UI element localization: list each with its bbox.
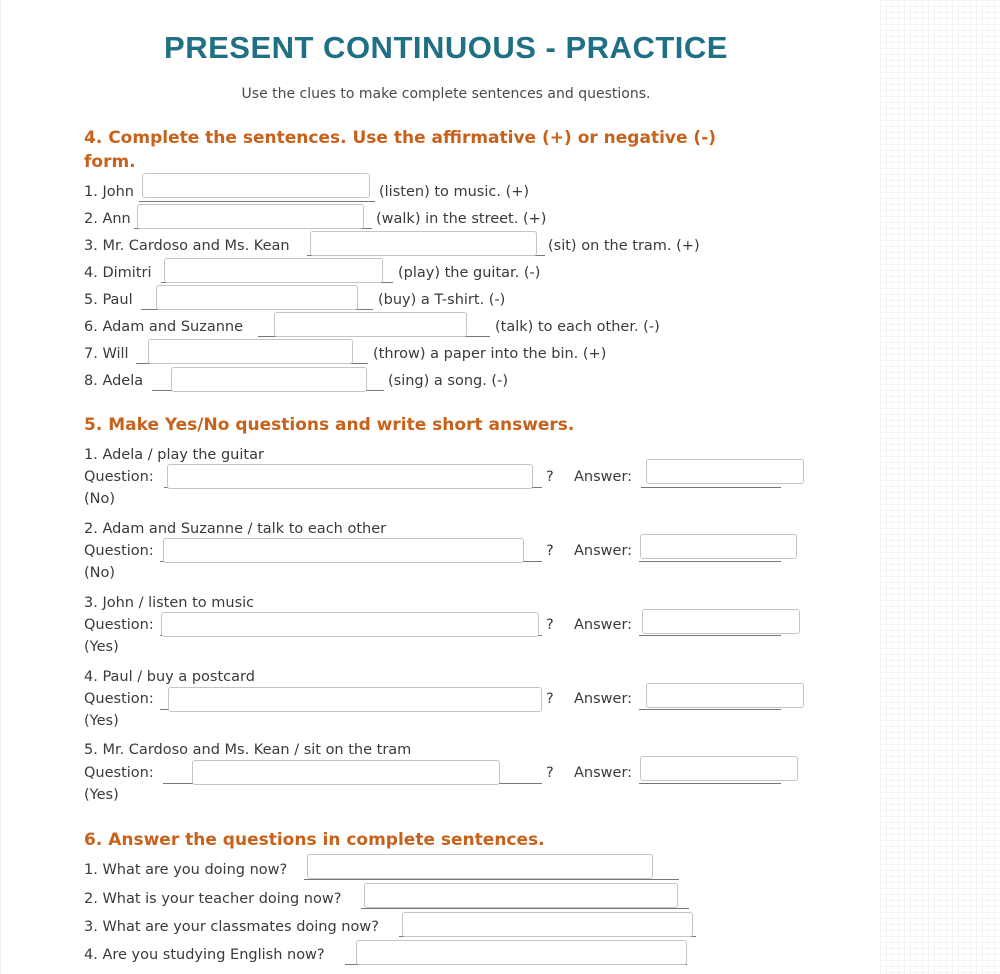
- s5-item-1-hint: (No): [84, 491, 116, 507]
- s5-item-1-answer-label: Answer:: [574, 469, 633, 485]
- s5-item-4-question-label: Question:: [84, 691, 154, 707]
- s5-item-3-clue: 3. John / listen to music: [84, 595, 255, 611]
- s5-item-4-answer-label: Answer:: [574, 691, 633, 707]
- s4-item-5-input[interactable]: [156, 285, 358, 310]
- s4-item-8-prefix: 8. Adela: [84, 373, 144, 389]
- s5-item-4-answer-underline: [639, 709, 781, 710]
- s4-item-5-suffix: (buy) a T-shirt. (-): [378, 292, 506, 308]
- s4-item-2-prefix: 2. Ann: [84, 211, 131, 227]
- s5-item-5-question-input[interactable]: [192, 760, 500, 785]
- s5-item-5-hint: (Yes): [84, 787, 119, 803]
- section4-heading-line1: 4. Complete the sentences. Use the affirmative (+) or negative (-): [84, 128, 717, 148]
- s4-item-3-input[interactable]: [310, 231, 537, 256]
- s6-item-2-question: 2. What is your teacher doing now?: [84, 891, 342, 907]
- s4-item-7-prefix: 7. Will: [84, 346, 129, 362]
- page-title: PRESENT CONTINUOUS - PRACTICE: [164, 30, 728, 65]
- s5-item-1-question-mark: ?: [546, 469, 554, 485]
- s5-item-4-question-input[interactable]: [168, 687, 542, 712]
- s6-item-1-question: 1. What are you doing now?: [84, 862, 288, 878]
- s4-item-3-prefix: 3. Mr. Cardoso and Ms. Kean: [84, 238, 290, 254]
- s4-item-1-underline: [139, 201, 375, 202]
- s5-item-5-question-mark: ?: [546, 765, 554, 781]
- s5-item-1-question-input[interactable]: [167, 464, 533, 489]
- s5-item-3-answer-input[interactable]: [642, 609, 800, 634]
- s4-item-6-input[interactable]: [274, 312, 467, 337]
- s4-item-6-prefix: 6. Adam and Suzanne: [84, 319, 244, 335]
- s4-item-2-input[interactable]: [137, 204, 364, 229]
- s5-item-1-answer-input[interactable]: [646, 459, 804, 484]
- s5-item-2-answer-underline: [639, 561, 781, 562]
- s4-item-5-prefix: 5. Paul: [84, 292, 133, 308]
- s4-item-1-suffix: (listen) to music. (+): [379, 184, 530, 200]
- s5-item-3-question-input[interactable]: [161, 612, 539, 637]
- s5-item-5-answer-label: Answer:: [574, 765, 633, 781]
- s5-item-1-clue: 1. Adela / play the guitar: [84, 447, 264, 463]
- s5-item-3-answer-label: Answer:: [574, 617, 633, 633]
- s4-item-4-input[interactable]: [164, 258, 383, 283]
- s4-item-1-prefix: 1. John: [84, 184, 134, 200]
- s4-item-3-suffix: (sit) on the tram. (+): [548, 238, 700, 254]
- s5-item-4-question-mark: ?: [546, 691, 554, 707]
- s4-item-7-suffix: (throw) a paper into the bin. (+): [373, 346, 607, 362]
- s5-item-5-answer-underline: [639, 783, 781, 784]
- s4-item-4-suffix: (play) the guitar. (-): [398, 265, 541, 281]
- s4-item-8-suffix: (sing) a song. (-): [388, 373, 508, 389]
- s4-item-1-input[interactable]: [142, 173, 370, 198]
- s5-item-2-question-label: Question:: [84, 543, 154, 559]
- s5-item-1-question-label: Question:: [84, 469, 154, 485]
- s5-item-4-clue: 4. Paul / buy a postcard: [84, 669, 255, 685]
- section5-heading: 5. Make Yes/No questions and write short answers.: [84, 415, 575, 435]
- s4-item-6-suffix: (talk) to each other. (-): [495, 319, 660, 335]
- s5-item-5-clue: 5. Mr. Cardoso and Ms. Kean / sit on the tram: [84, 742, 412, 758]
- s5-item-2-answer-label: Answer:: [574, 543, 633, 559]
- s6-item-2-input[interactable]: [364, 883, 678, 908]
- s5-item-3-question-mark: ?: [546, 617, 554, 633]
- s6-item-3-input[interactable]: [402, 912, 693, 937]
- s6-item-4-input[interactable]: [356, 940, 687, 965]
- page-subtitle: Use the clues to make complete sentences and questions.: [241, 86, 651, 102]
- s5-item-5-answer-input[interactable]: [640, 756, 798, 781]
- s5-item-3-question-label: Question:: [84, 617, 154, 633]
- background-pattern: [880, 0, 1000, 974]
- s6-item-2-underline: [361, 908, 689, 909]
- s4-item-8-input[interactable]: [171, 367, 367, 392]
- s4-item-2-suffix: (walk) in the street. (+): [376, 211, 547, 227]
- s5-item-4-answer-input[interactable]: [646, 683, 804, 708]
- s6-item-4-question: 4. Are you studying English now?: [84, 947, 325, 963]
- s5-item-2-clue: 2. Adam and Suzanne / talk to each other: [84, 521, 387, 537]
- section6-heading: 6. Answer the questions in complete sentences.: [84, 830, 545, 850]
- s5-item-2-answer-input[interactable]: [640, 534, 797, 559]
- s5-item-4-hint: (Yes): [84, 713, 119, 729]
- s5-item-2-question-input[interactable]: [163, 538, 524, 563]
- s4-item-4-prefix: 4. Dimitri: [84, 265, 152, 281]
- s5-item-3-hint: (Yes): [84, 639, 119, 655]
- s5-item-5-question-label: Question:: [84, 765, 154, 781]
- s6-item-1-input[interactable]: [307, 854, 653, 879]
- s5-item-2-hint: (No): [84, 565, 116, 581]
- s5-item-3-answer-underline: [639, 635, 781, 636]
- s6-item-3-question: 3. What are your classmates doing now?: [84, 919, 379, 935]
- s5-item-1-answer-underline: [641, 487, 781, 488]
- s6-item-1-underline: [304, 879, 679, 880]
- s4-item-7-input[interactable]: [148, 339, 353, 364]
- section4-heading: [84, 126, 716, 174]
- s5-item-2-question-mark: ?: [546, 543, 554, 559]
- section4-heading-line2: form.: [84, 152, 136, 172]
